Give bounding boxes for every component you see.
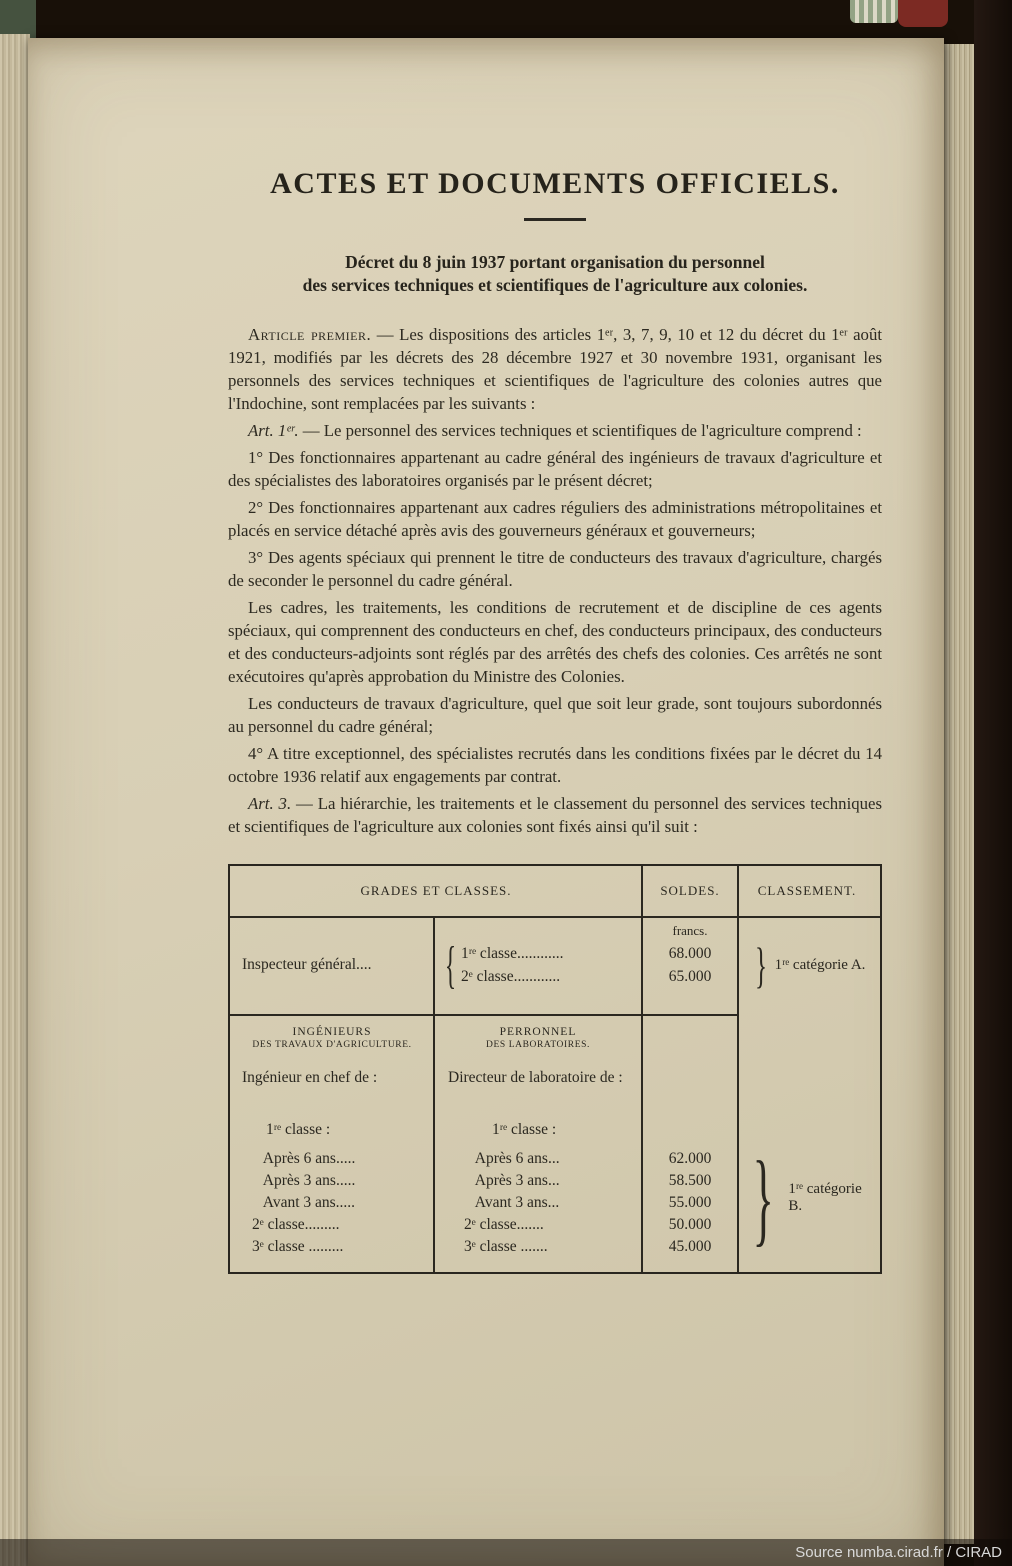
table-cell: 50.000: [668, 1216, 712, 1233]
table-cell: 45.000: [668, 1238, 712, 1255]
table-header-rule: [230, 916, 880, 918]
paragraph: Les conducteurs de travaux d'agriculture, quel que soit leur grade, sont toujours subordonnés au personnel du cadre général;: [228, 694, 882, 736]
table-cell: 2ᵉ classe.......: [464, 1216, 544, 1233]
categorie-b-cell: [738, 1138, 876, 1256]
paragraph: 4° A titre exceptionnel, des spécialistes recrutés dans les conditions fixées par le décret du 14 octobre 1936 relatif aux engagements par contrat.: [228, 744, 882, 786]
table-cell: 62.000: [668, 1150, 712, 1167]
table-cell: 55.000: [668, 1194, 712, 1211]
table-cell: Après 3 ans.....: [252, 1172, 356, 1189]
inspector-classes: [434, 916, 642, 1014]
table-cell: 2ᵉ classe.........: [252, 1216, 340, 1233]
book-binding: [974, 0, 1012, 1566]
inspector-classe-1: 1ʳᵉ classe............: [460, 945, 564, 962]
right-brace: }: [754, 937, 767, 993]
page-title: ACTES ET DOCUMENTS OFFICIELS.: [270, 167, 840, 200]
paragraph: Art. 3. — La hiérarchie, les traitements et le classement du personnel des services techniques et scientifiques de l'agriculture aux colonies sont fixés ainsi qu'il suit :: [228, 794, 882, 836]
paragraph: Article premier. — Les dispositions des articles 1ᵉʳ, 3, 7, 9, 10 et 12 du décret du 1ᵉʳ août 1921, modifiés par les décrets des 28 décembre 1927 et 30 novembre 1931, organisant les personnels des services techniques et scientifiques de l'agriculture des colonies autres que l'Indochine, sont remplacées par les suivants :: [228, 325, 882, 413]
table-cell: Après 6 ans...: [464, 1150, 560, 1167]
table-cell: Avant 3 ans.....: [252, 1194, 356, 1211]
engineers-section: [230, 1014, 880, 1272]
source-attribution: Source numba.cirad.fr / CIRAD: [795, 1544, 1002, 1561]
decree-subtitle-line2: des services techniques et scientifiques de l'agriculture aux colonies.: [302, 275, 808, 295]
table-cell: 3ᵉ classe .......: [464, 1238, 548, 1255]
source-attribution-bar: [0, 1539, 1012, 1566]
table-header-grades: GRADES ET CLASSES.: [360, 883, 512, 898]
table-cell: Après 6 ans.....: [252, 1150, 356, 1167]
sub-header-personnel: PERRONNEL DES LABORATOIRES.: [486, 1026, 590, 1050]
table-cell: 3ᵉ classe .........: [252, 1238, 344, 1255]
left-brace: {: [444, 936, 457, 994]
table-cell: 58.500: [668, 1172, 712, 1189]
bookmark-ribbon-red: [898, 0, 948, 27]
class-header-col1: 1ʳᵉ classe :: [266, 1121, 331, 1138]
categorie-a-label: 1ʳᵉ catégorie A.: [774, 956, 866, 973]
inspector-section: [230, 916, 880, 1014]
inspector-label: Inspecteur général....: [242, 956, 372, 973]
table-header-classement: CLASSEMENT.: [757, 883, 857, 898]
directeur-labo-title: Directeur de laboratoire de :: [448, 1069, 623, 1086]
currency-label: francs.: [672, 923, 708, 938]
body-paragraphs: [228, 323, 882, 838]
paragraph-lead: Art. 3.: [248, 794, 292, 813]
decree-subtitle: [228, 251, 882, 297]
paragraph: Art. 1ᵉʳ. — Le personnel des services techniques et scientifiques de l'agriculture comprend :: [248, 421, 862, 440]
sub-header-row: [230, 1014, 880, 1062]
paragraph: Les cadres, les traitements, les conditions de recrutement et de discipline de ces agents spéciaux, qui comprennent des conducteurs en chef, des conducteurs principaux, des conducteurs et des conducteurs-adjoints sont réglés par des arrêtés des chefs des colonies. Ces arrêtés ne sont exécutoires qu'après approbation du Ministre des Colonies.: [228, 598, 882, 686]
paragraph: 3° Des agents spéciaux qui prennent le titre de conducteurs des travaux d'agriculture, chargés de seconder le personnel du cadre général.: [228, 548, 882, 590]
table-cell: Avant 3 ans...: [464, 1194, 560, 1211]
page-content: [228, 166, 882, 1274]
inspector-solde-2: 65.000: [668, 968, 712, 985]
paragraph-lead: Art. 1ᵉʳ.: [248, 421, 299, 440]
page-stack-right-edges: [942, 44, 976, 1544]
title-divider-rule: [524, 218, 586, 221]
class-header-col2: 1ʳᵉ classe :: [492, 1121, 557, 1138]
grades-table: [228, 864, 882, 1274]
paragraph-lead: Article premier.: [248, 325, 372, 344]
inspector-soldes: [642, 916, 738, 1014]
bookmark-ribbon-green: [850, 0, 898, 23]
section-title-row: [230, 1062, 880, 1118]
book-page: [28, 38, 944, 1566]
inspector-solde-1: 68.000: [668, 945, 712, 962]
categorie-b-label: 1ʳᵉ catégorie B.: [788, 1181, 862, 1214]
paragraph: 2° Des fonctionnaires appartenant aux cadres réguliers des administrations métropolitaines et placés en service détaché après avis des gouverneurs généraux et gouverneurs;: [228, 498, 882, 540]
sub-header-ingenieurs: INGÉNIEURS DES TRAVAUX D'AGRICULTURE.: [252, 1026, 412, 1050]
inspector-classe-2: 2ᵉ classe............: [460, 968, 561, 985]
table-cell: Après 3 ans...: [464, 1172, 560, 1189]
page-stack-left-edges: [0, 34, 30, 1566]
ingenieur-chef-title: Ingénieur en chef de :: [242, 1069, 378, 1086]
table-header-row: [230, 866, 880, 916]
table-header-soldes: SOLDES.: [660, 883, 720, 898]
decree-subtitle-line1: Décret du 8 juin 1937 portant organisation du personnel: [345, 252, 765, 272]
inspector-classement: [738, 916, 876, 1014]
paragraph: 1° Des fonctionnaires appartenant au cadre général des ingénieurs de travaux d'agriculture et des spécialistes des laboratoires organisés par le présent décret;: [228, 448, 882, 490]
right-brace-large: }: [752, 1138, 774, 1256]
